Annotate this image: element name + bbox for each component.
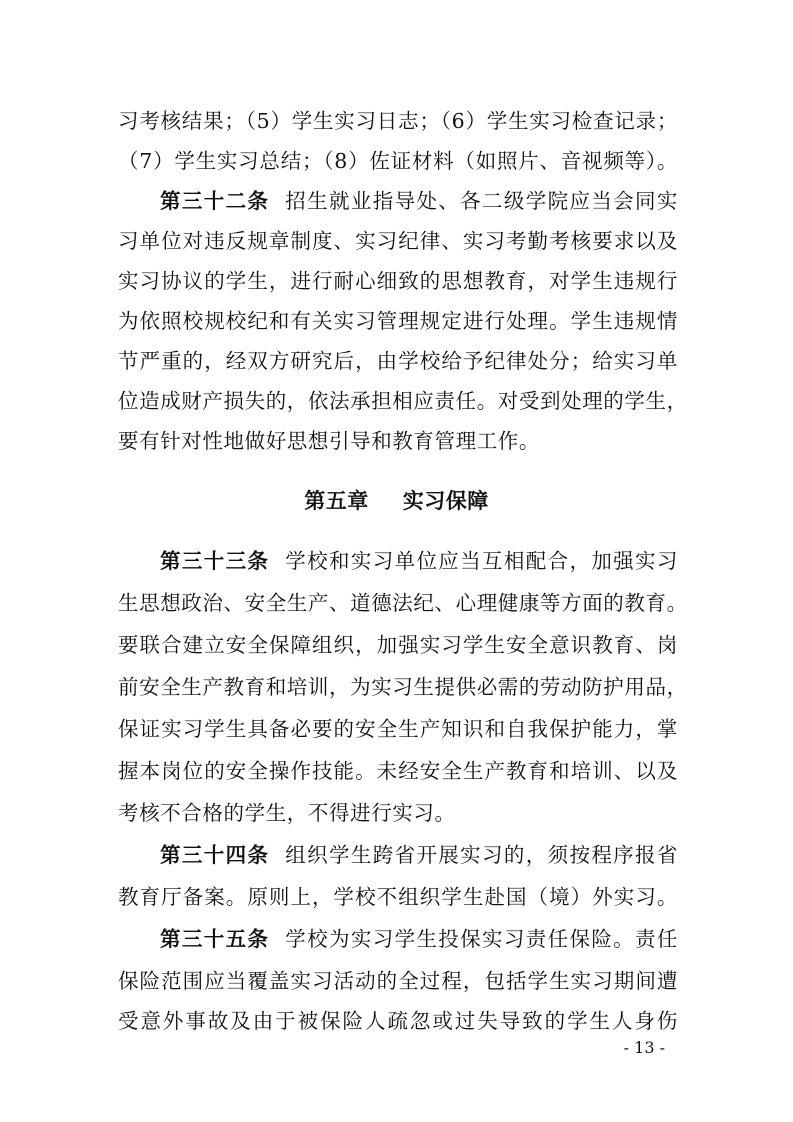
text-line: 习单位对违反规章制度、实习纪律、实习考勤考核要求以及 — [118, 229, 678, 253]
article-first-line — [160, 924, 678, 954]
text-run: 学校为实习学生投保实习责任保险。责任 — [285, 927, 678, 951]
article-heading: 第三十四条 — [160, 843, 270, 867]
article-heading: 第三十二条 — [160, 189, 270, 213]
text-run: 招生就业指导处、各二级学院应当会同实 — [285, 189, 678, 213]
article-first-line — [160, 546, 678, 576]
chapter-number: 第五章 — [304, 489, 369, 513]
text-line: 为依照校规校纪和有关实习管理规定进行处理。学生违规情 — [118, 309, 678, 333]
text-line: 习考核结果；（5）学生实习日志；（6）学生实习检查记录； — [118, 109, 678, 133]
text-run: 组织学生跨省开展实习的，须按程序报省 — [285, 843, 678, 867]
page-number: - 13 - — [623, 1038, 665, 1057]
article-first-line — [160, 840, 678, 870]
text-line: 前安全生产教育和培训，为实习生提供必需的劳动防护用品， — [118, 675, 688, 699]
text-line: 要有针对性地做好思想引导和教育管理工作。 — [118, 429, 540, 453]
text-line: 保证实习学生具备必要的安全生产知识和自我保护能力，掌 — [118, 717, 678, 741]
text-line: 教育厅备案。原则上，学校不组织学生赴国（境）外实习。 — [118, 885, 678, 909]
article-first-line — [160, 186, 678, 216]
article-heading: 第三十五条 — [160, 927, 270, 951]
text-line: 实习协议的学生，进行耐心细致的思想教育，对学生违规行 — [118, 269, 678, 293]
article-heading: 第三十三条 — [160, 549, 270, 573]
chapter-heading — [0, 486, 793, 516]
text-line: 握本岗位的安全操作技能。未经安全生产教育和培训、以及 — [118, 759, 678, 783]
chapter-title: 实习保障 — [402, 489, 489, 513]
text-line: 受意外事故及由于被保险人疏忽或过失导致的学生人身伤 — [118, 1009, 678, 1033]
text-line: 位造成财产损失的，依法承担相应责任。对受到处理的学生， — [118, 389, 688, 413]
text-line: 节严重的，经双方研究后，由学校给予纪律处分；给实习单 — [118, 349, 678, 373]
text-line: 要联合建立安全保障组织，加强实习学生安全意识教育、岗 — [118, 633, 678, 657]
text-line: （7）学生实习总结；（8）佐证材料（如照片、音视频等）。 — [118, 149, 678, 173]
text-line: 生思想政治、安全生产、道德法纪、心理健康等方面的教育。 — [118, 591, 688, 615]
text-line: 考核不合格的学生，不得进行实习。 — [118, 801, 456, 825]
text-run: 学校和实习单位应当互相配合，加强实习 — [285, 549, 678, 573]
text-line: 保险范围应当覆盖实习活动的全过程，包括学生实习期间遭 — [118, 969, 678, 993]
